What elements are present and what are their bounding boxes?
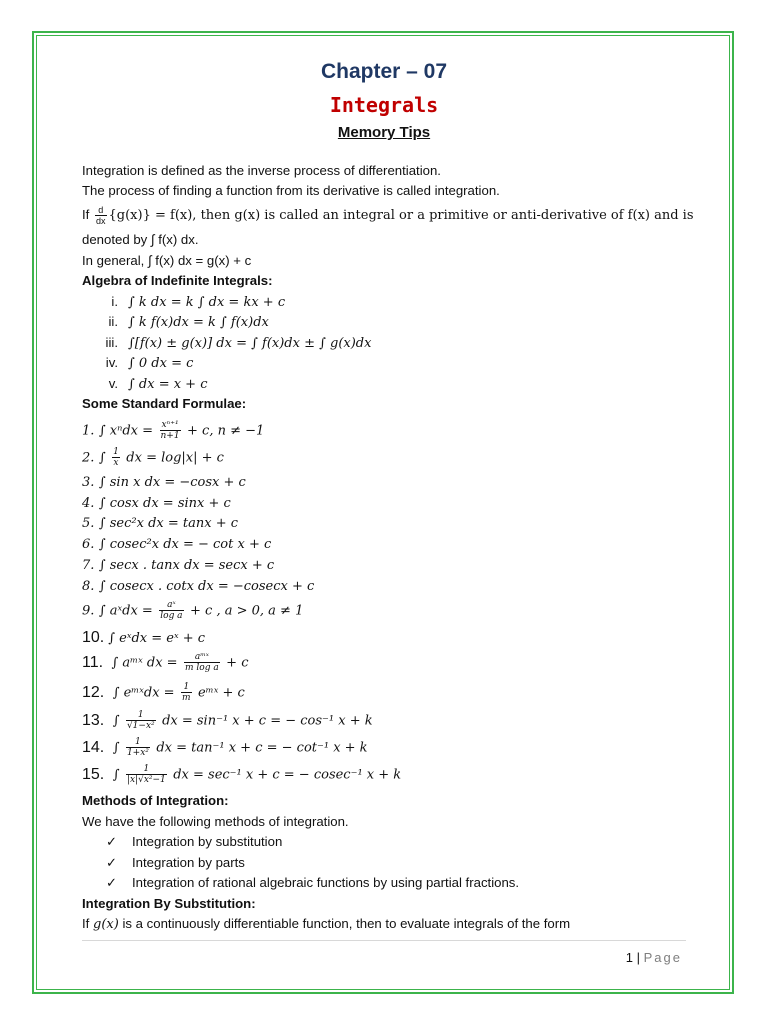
formula-right: + c , a > 0, a ≠ 1 [190, 603, 304, 619]
derivative-fraction [95, 205, 107, 226]
substitution-text [82, 916, 570, 932]
item-formula: ∫ dx = x + c [128, 377, 208, 392]
formula-number: 1. [82, 423, 95, 439]
formula-expression: ∫ eˣdx = eˣ + c [108, 631, 206, 646]
methods-intro: We have the following methods of integration. [82, 814, 349, 829]
formula-fraction [181, 682, 192, 703]
formula-right: dx = tan⁻¹ x + c = − cot⁻¹ x + k [156, 740, 368, 756]
fraction-numerator: 1 [126, 710, 156, 721]
formulae-heading: Some Standard Formulae: [82, 396, 247, 411]
formula-fraction [159, 600, 183, 621]
formula-number: 13. [82, 711, 105, 729]
method-item [106, 834, 282, 850]
formula-left: ∫ [112, 740, 120, 756]
fraction-numerator: aᵐˣ [184, 652, 220, 663]
formula-number: 6. [82, 537, 95, 552]
formula-3 [82, 473, 246, 491]
formula-number: 8. [82, 579, 95, 594]
formula-left: ∫ aˣdx = [98, 603, 153, 619]
fraction-denominator: x [113, 458, 119, 468]
formula-right: + c, n ≠ −1 [187, 423, 265, 439]
formula-number: 12. [82, 683, 105, 701]
chapter-title: Chapter – 07 [320, 60, 448, 83]
substitution-heading: Integration By Substitution: [82, 896, 256, 911]
formula-number: 7. [82, 558, 95, 573]
formula-right: eᵐˣ + c [198, 685, 245, 701]
item-formula: ∫[f(x) ± g(x)] dx = ∫ f(x)dx ± ∫ g(x)dx [128, 336, 372, 351]
formula-left: ∫ xⁿdx = [98, 423, 154, 439]
formula-number: 2. [82, 450, 95, 466]
fraction-numerator: 1 [126, 737, 150, 748]
fraction-denominator: |x|√x²−1 [126, 775, 166, 785]
formula-number: 10. [82, 629, 105, 646]
intro-line-1: Integration is defined as the inverse process of differentiation. [82, 163, 441, 178]
method-label: Integration by parts [132, 855, 245, 870]
formula-11 [82, 652, 248, 673]
formula-14 [82, 737, 368, 758]
fraction-denominator: m log a [185, 663, 219, 673]
page-number: 1 [625, 950, 634, 965]
fraction-numerator: xⁿ⁺¹ [161, 420, 179, 430]
item-number: i. [111, 294, 118, 309]
formula-8 [82, 577, 314, 595]
check-icon: ✓ [106, 855, 118, 870]
formula-left: ∫ aᵐˣ dx = [111, 655, 178, 671]
formula-right: dx = sec⁻¹ x + c = − cosec⁻¹ x + k [173, 767, 402, 783]
formula-fraction [126, 764, 167, 785]
item-number: iii. [105, 335, 118, 350]
intro-line-5: In general, ∫ f(x) dx = g(x) + c [82, 253, 252, 268]
formula-4 [82, 494, 231, 512]
item-number: iv. [105, 355, 118, 370]
item-formula: ∫ 0 dx = c [128, 356, 194, 371]
formula-5 [82, 514, 238, 532]
fraction-denominator: n+1 [160, 431, 180, 441]
formula-12 [82, 682, 245, 703]
item-formula: ∫ k dx = k ∫ dx = kx + c [128, 295, 286, 310]
substitution-rest: is a continuously differentiable function, then to evaluate integrals of the form [122, 916, 571, 931]
formula-13 [82, 710, 373, 731]
formula-expression: ∫ cosx dx = sinx + c [98, 496, 231, 511]
formula-15 [82, 764, 401, 785]
formula-expression: ∫ cosec²x dx = − cot x + c [98, 537, 272, 552]
formula-expression: ∫ sin x dx = −cosx + c [98, 475, 246, 490]
fraction-numerator: aˣ [159, 600, 183, 611]
formula-left: ∫ eᵐˣdx = [112, 685, 175, 701]
formula-number: 15. [82, 765, 105, 783]
formula-right: dx = log|x| + c [126, 450, 224, 466]
item-number: ii. [108, 314, 118, 329]
intro-line-3-prefix: If [82, 206, 90, 222]
method-label: Integration by substitution [132, 834, 283, 849]
item-formula: ∫ k f(x)dx = k ∫ f(x)dx [128, 315, 269, 330]
formula-number: 11. [82, 653, 104, 671]
formula-expression: ∫ cosecx . cotx dx = −cosecx + c [98, 579, 315, 594]
formula-7 [82, 556, 274, 574]
formula-right: dx = sin⁻¹ x + c = − cos⁻¹ x + k [162, 713, 373, 729]
page-label: Page [643, 950, 682, 965]
fraction-numerator: 1 [126, 764, 167, 775]
substitution-function: g(x) [93, 917, 119, 932]
formula-1 [82, 420, 264, 441]
intro-line-4: denoted by ∫ f(x) dx. [82, 232, 199, 247]
section-title: Memory Tips [337, 124, 431, 141]
formula-right: + c [226, 655, 249, 671]
formula-fraction [112, 447, 120, 468]
algebra-heading: Algebra of Indefinite Integrals: [82, 273, 273, 288]
formula-number: 14. [82, 738, 105, 756]
formula-fraction [126, 737, 150, 758]
fraction-numerator: 1 [113, 447, 119, 457]
formula-left: ∫ [112, 713, 120, 729]
check-icon: ✓ [106, 875, 118, 890]
methods-heading: Methods of Integration: [82, 793, 229, 808]
formula-2 [82, 447, 224, 468]
fraction-denominator: m [182, 693, 191, 703]
method-label: Integration of rational algebraic functions by using partial fractions. [132, 875, 520, 890]
formula-fraction [126, 710, 156, 731]
formula-expression: ∫ sec²x dx = tanx + c [98, 516, 239, 531]
formula-number: 3. [82, 475, 95, 490]
formula-left: ∫ [112, 767, 120, 783]
intro-line-3 [82, 205, 694, 226]
derivative-numerator: d [95, 205, 107, 216]
fraction-denominator: 1+x² [126, 748, 149, 758]
formula-expression: ∫ secx . tanx dx = secx + c [98, 558, 275, 573]
formula-number: 5. [82, 516, 95, 531]
footer-divider [82, 940, 686, 941]
item-number: v. [108, 376, 118, 391]
page-separator: | [633, 950, 644, 965]
formula-10 [82, 629, 205, 647]
fraction-denominator: √1−x² [126, 721, 155, 731]
formula-9 [82, 600, 303, 621]
check-icon: ✓ [106, 834, 118, 849]
algebra-item [82, 294, 285, 310]
algebra-item [82, 335, 371, 351]
derivative-denominator: dx [96, 216, 106, 226]
method-item [106, 855, 245, 871]
page-footer [626, 950, 682, 965]
formula-fraction [160, 420, 181, 441]
algebra-item [82, 314, 269, 330]
algebra-item [82, 376, 208, 392]
formula-left: ∫ [98, 450, 106, 466]
subject-title: Integrals [329, 93, 439, 117]
intro-line-2: The process of finding a function from its derivative is called integration. [82, 183, 500, 198]
formula-number: 9. [82, 603, 95, 619]
fraction-denominator: log a [160, 611, 183, 621]
fraction-numerator: 1 [181, 682, 192, 693]
substitution-prefix: If [82, 916, 90, 931]
algebra-item [82, 355, 193, 371]
formula-number: 4. [82, 496, 95, 511]
intro-line-3-rest: {g(x)} = f(x), then g(x) is called an integral or a primitive or anti-derivative of f(x) and is [108, 207, 694, 223]
formula-fraction [184, 652, 220, 673]
method-item [106, 875, 519, 891]
formula-6 [82, 535, 271, 553]
